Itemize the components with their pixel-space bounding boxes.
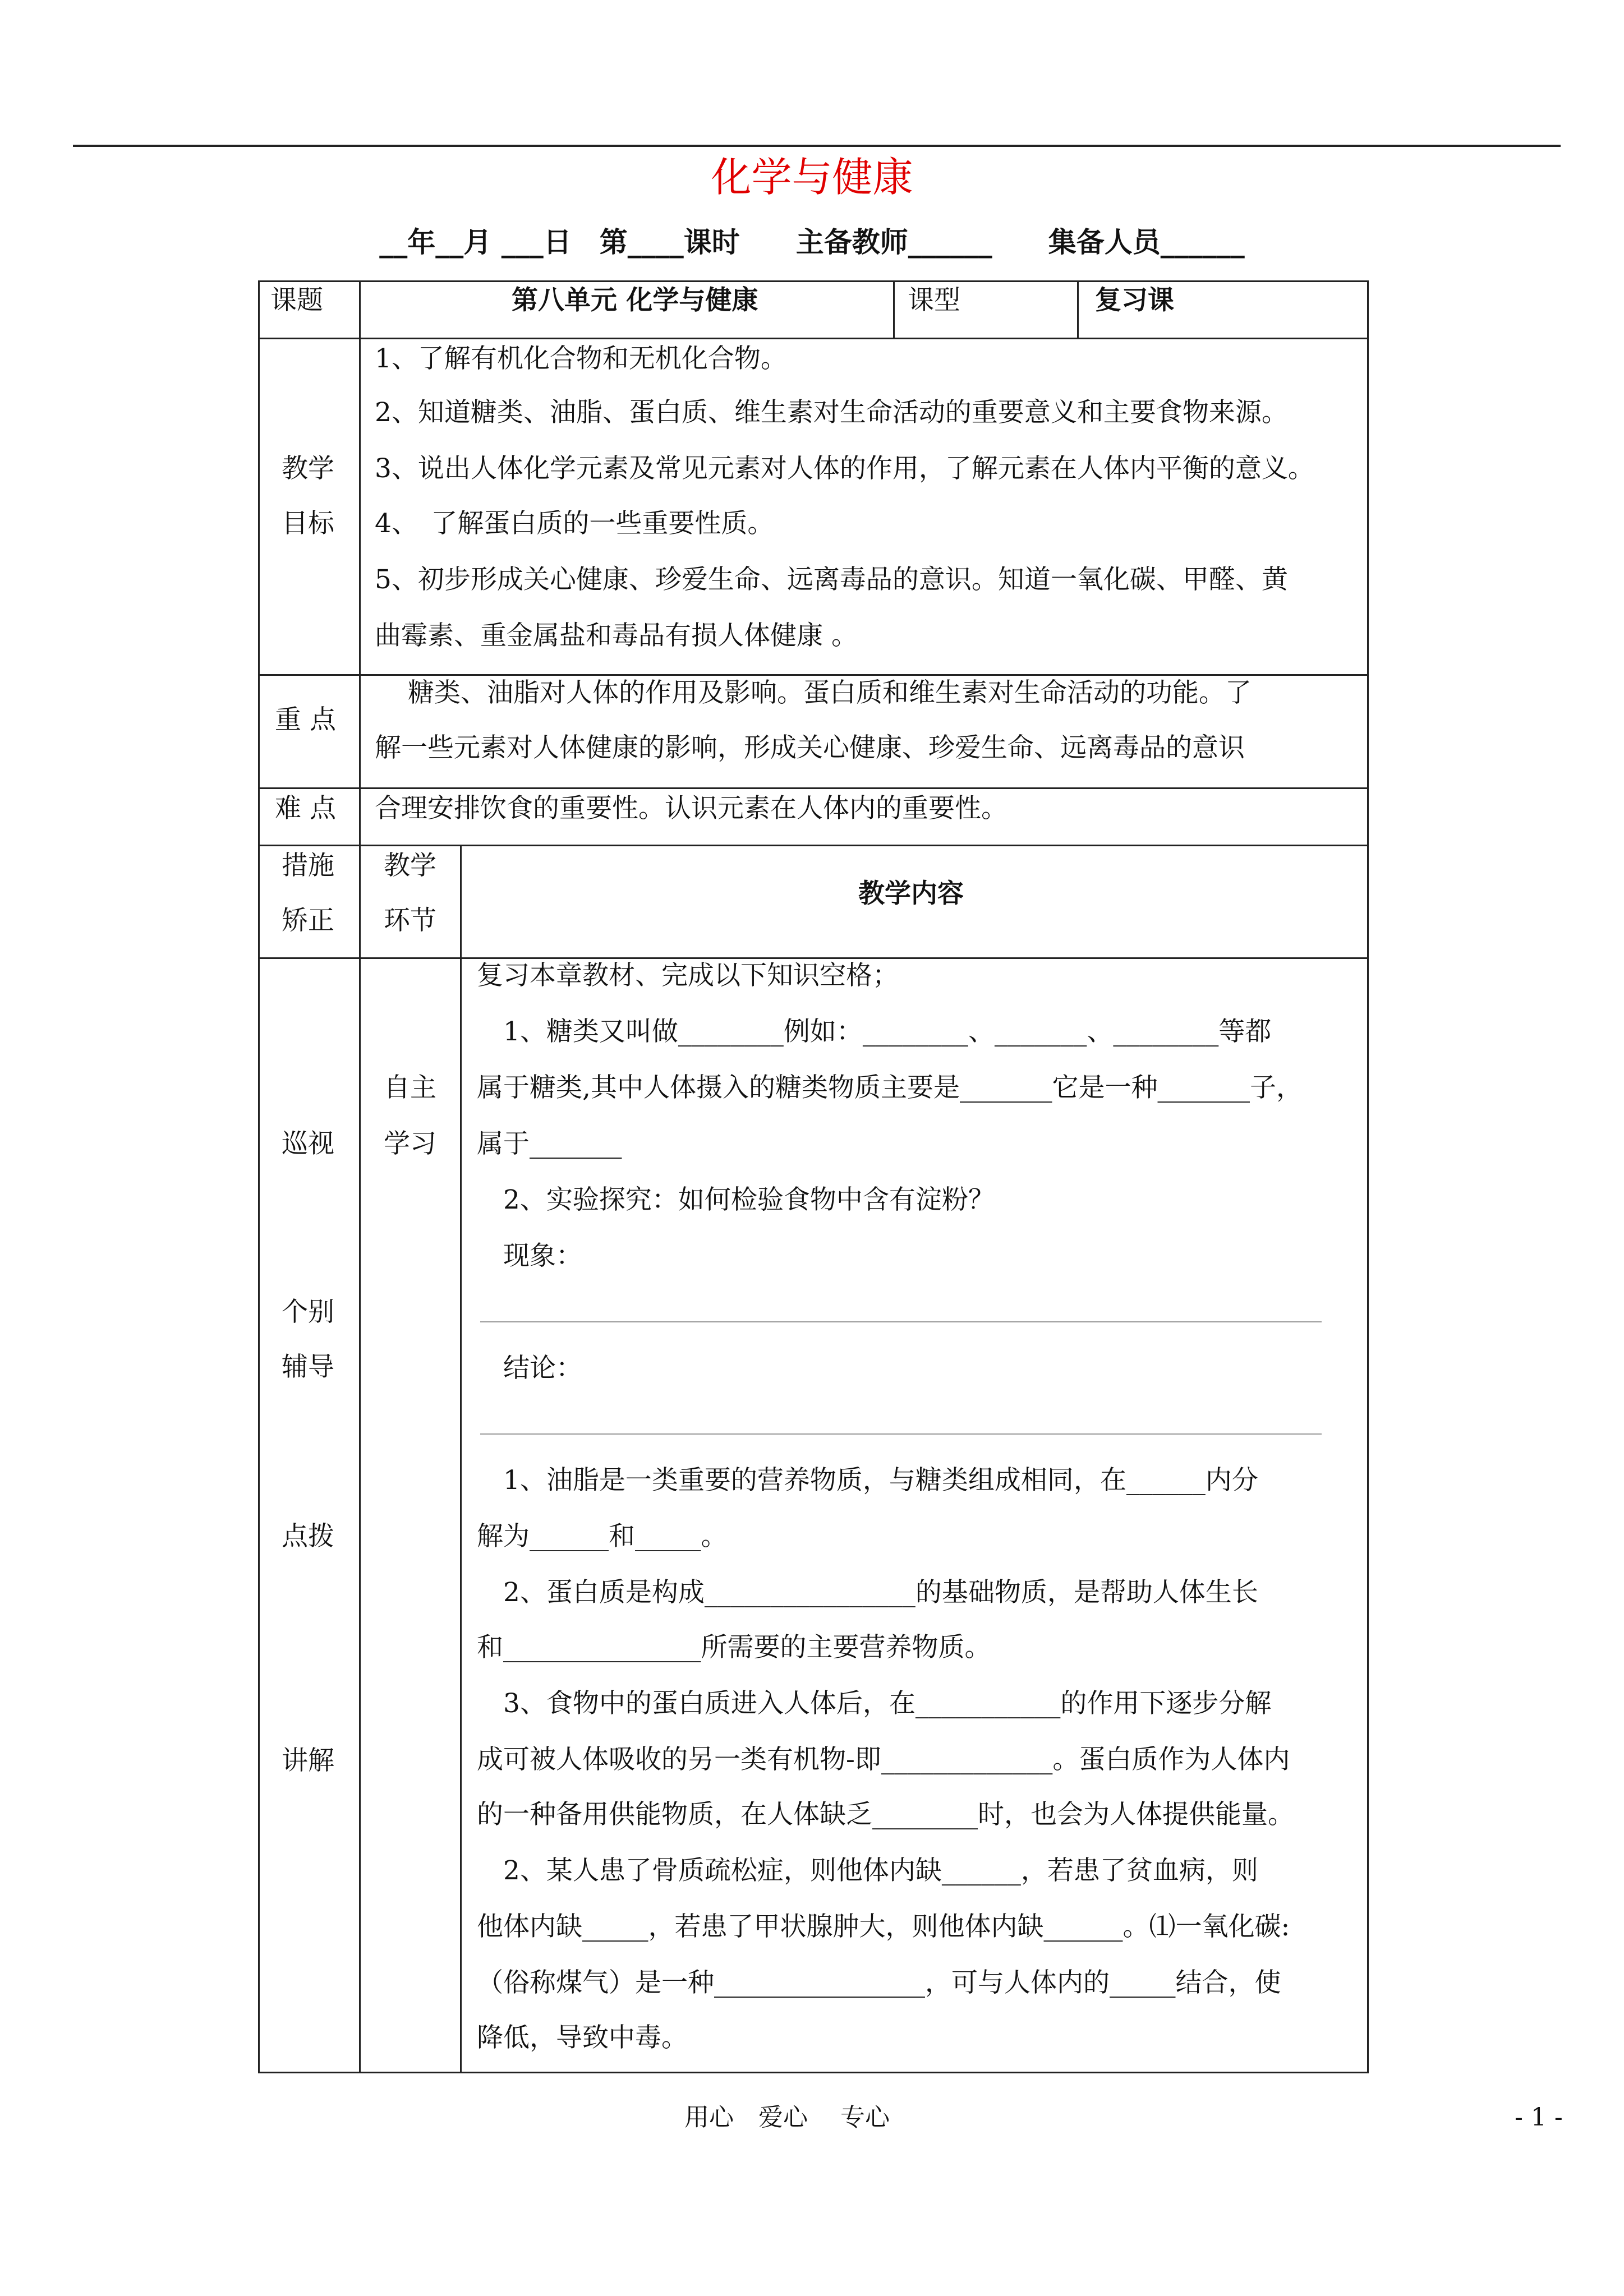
content-line: 降低，导致中毒。 (477, 2022, 688, 2053)
objectives-label-2: 目标 (282, 508, 334, 539)
key-points-line: 糖类、油脂对人体的作用及影响。蛋白质和维生素对生命活动的功能。了 (381, 677, 1252, 708)
objective-line: 1、了解有机化合物和无机化合物。 (375, 343, 787, 374)
content-line: 2、某人患了骨质疏松症，则他体内缺______，若患了贫血病，则 (477, 1855, 1258, 1886)
difficulty-label: 难 点 (275, 793, 336, 824)
key-points-line: 解一些元素对人体健康的影响，形成关心健康、珍爱生命、远离毒品的意识 (375, 732, 1245, 763)
col-stage-header: 环节 (384, 905, 436, 936)
page-number: - 1 - (1515, 2103, 1563, 2132)
footer-motto: 用心 爱心 专心 (684, 2103, 890, 2132)
measure-label: 巡视 (282, 1128, 334, 1159)
objective-line: 4、 了解蛋白质的一些重要性质。 (375, 508, 774, 539)
content-line: 3、食物中的蛋白质进入人体后，在___________的作用下逐步分解 (477, 1688, 1272, 1719)
objective-line: 曲霉素、重金属盐和毒品有损人体健康 。 (375, 620, 858, 651)
content-line: 他体内缺_____，若患了甲状腺肿大，则他体内缺______。⑴一氧化碳: (477, 1911, 1290, 1942)
measure-label: 辅导 (282, 1352, 334, 1382)
objectives-label-1: 教学 (282, 453, 334, 484)
lesson-type-label: 课型 (908, 285, 960, 316)
key-points-label: 重 点 (275, 704, 336, 735)
content-line: 属于糖类,其中人体摄入的糖类物质主要是_______它是一种_______子， (477, 1072, 1303, 1103)
lesson-info-line: __年__月 ___日 第____课时 主备教师______ 集备人员______ (379, 225, 1245, 259)
answer-line (480, 1321, 1322, 1322)
content-line: 1、油脂是一类重要的营养物质，与糖类组成相同，在______内分 (477, 1465, 1258, 1496)
content-line: 属于_______ (477, 1128, 622, 1159)
content-line: 复习本章教材、完成以下知识空格； (477, 960, 899, 991)
col-measures-header: 矫正 (282, 905, 334, 936)
answer-line (480, 1433, 1322, 1435)
measure-label: 个别 (282, 1297, 334, 1327)
header-rule (73, 145, 1561, 147)
objective-line: 3、说出人体化学元素及常见元素对人体的作用，了解元素在人体内平衡的意义。 (375, 453, 1314, 484)
content-line: 结论： (477, 1353, 582, 1384)
lesson-type-value: 复习课 (1095, 285, 1174, 316)
content-line: 解为______和_____。 (477, 1521, 728, 1552)
content-line: 1、糖类又叫做________例如：________、_______、________等都 (477, 1016, 1272, 1047)
measure-label: 讲解 (282, 1745, 334, 1776)
objective-line: 5、初步形成关心健康、珍爱生命、远离毒品的意识。知道一氧化碳、甲醛、黄 (375, 564, 1288, 595)
content-line: （俗称煤气）是一种________________，可与人体内的_____结合，使 (477, 1967, 1281, 1998)
topic-label: 课题 (270, 285, 323, 316)
stage-label: 学习 (384, 1128, 436, 1159)
page-title: 化学与健康 (711, 154, 913, 201)
difficulty-text: 合理安排饮食的重要性。认识元素在人体内的重要性。 (375, 793, 1007, 824)
content-line: 成可被人体吸收的另一类有机物-即_____________。蛋白质作为人体内 (477, 1744, 1290, 1775)
col-content-header: 教学内容 (858, 878, 964, 909)
col-measures-header: 措施 (282, 850, 334, 881)
content-line: 2、实验探究：如何检验食物中含有淀粉？ (477, 1184, 995, 1215)
content-line: 的一种备用供能物质，在人体缺乏________时，也会为人体提供能量。 (477, 1799, 1294, 1830)
stage-label: 自主 (384, 1072, 436, 1103)
col-stage-header: 教学 (384, 850, 436, 881)
topic-value: 第八单元 化学与健康 (512, 285, 758, 316)
objective-line: 2、知道糖类、油脂、蛋白质、维生素对生命活动的重要意义和主要食物来源。 (375, 397, 1288, 428)
content-line: 和_______________所需要的主要营养物质。 (477, 1632, 991, 1663)
measure-label: 点拨 (282, 1521, 334, 1552)
content-line: 现象： (477, 1241, 582, 1271)
content-line: 2、蛋白质是构成________________的基础物质，是帮助人体生长 (477, 1577, 1258, 1608)
